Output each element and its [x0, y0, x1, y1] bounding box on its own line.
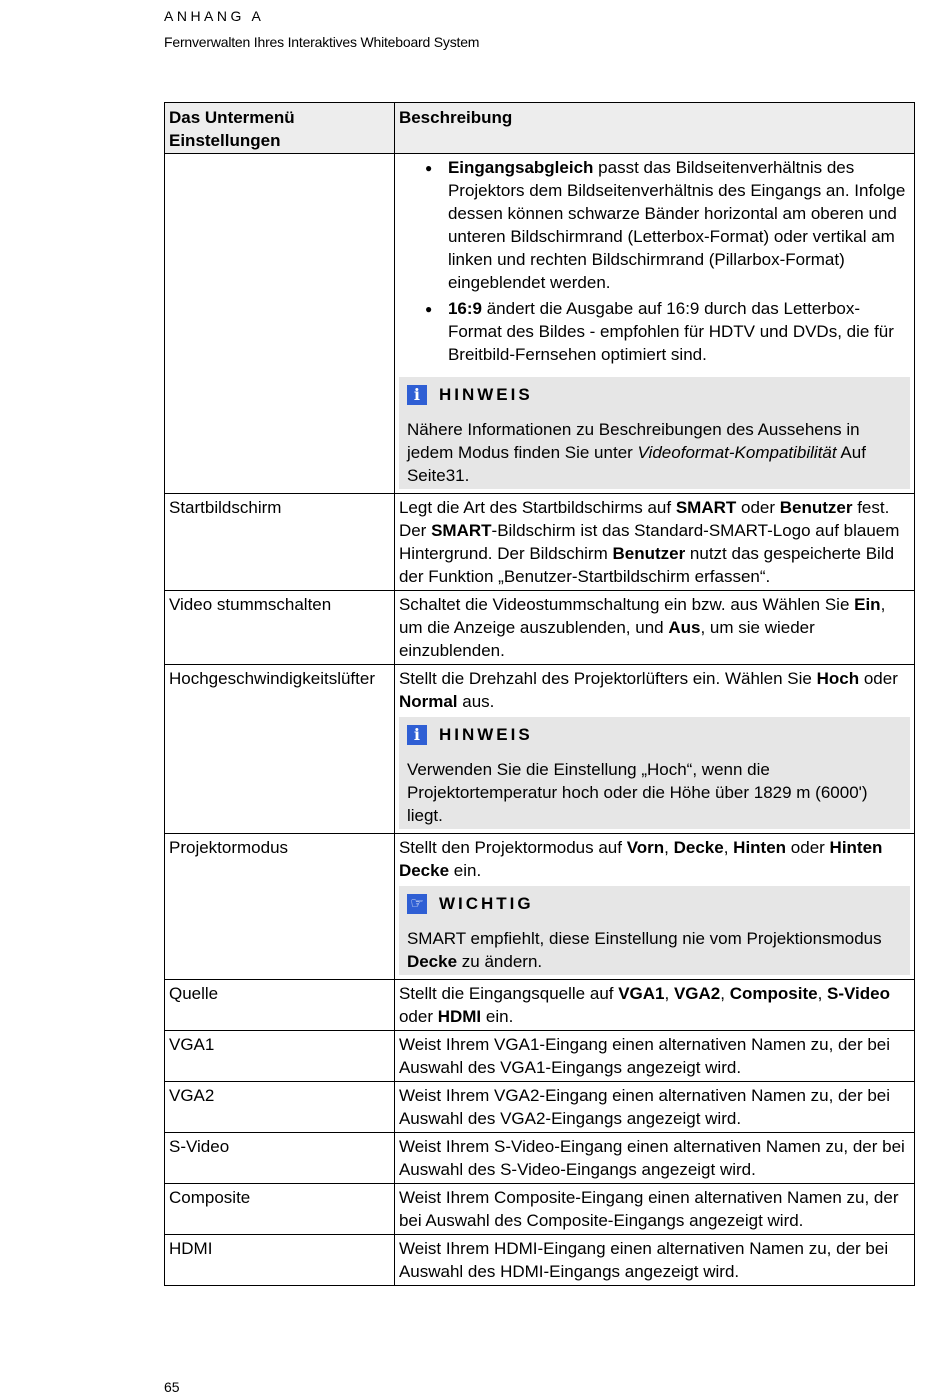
table-row [165, 834, 915, 980]
setting-description: Stellt die Drehzahl des Projektorlüfters ein. Wählen Sie Hoch oder Normal aus. i HINWEIS Verwenden Sie die Einstellung „Hoch“, wenn die Projektortemperatur hoch oder die Höhe über 1829 m (6000') liegt. [394, 665, 914, 834]
setting-name: S-Video [165, 1133, 395, 1184]
table-row [165, 980, 915, 1031]
table-row [165, 1082, 915, 1133]
table-row [165, 1133, 915, 1184]
setting-description: Weist Ihrem VGA2-Eingang einen alternativen Namen zu, der bei Auswahl des VGA2-Eingangs angezeigt wird. [394, 1082, 914, 1133]
table-header-row [165, 103, 915, 154]
settings-table [164, 102, 915, 1286]
setting-description: Stellt den Projektormodus auf Vorn, Decke, Hinten oder Hinten Decke ein. ☞ WICHTIG SMART empfiehlt, diese Einstellung nie vom Projektionsmodus Decke zu ändern. [394, 834, 914, 980]
table-row [165, 665, 915, 834]
setting-description: Schaltet die Videostummschaltung ein bzw. aus Wählen Sie Ein, um die Anzeige auszublenden, und Aus, um sie wieder einzublenden. [394, 591, 914, 665]
setting-description [394, 154, 914, 494]
table-row [165, 1031, 915, 1082]
chapter-subtitle: Fernverwalten Ihres Interaktives Whiteboard System [164, 34, 480, 50]
column-header-submenu: Das Untermenü Einstellungen [165, 103, 395, 154]
note-label: HINWEIS [438, 725, 533, 744]
setting-description: Weist Ihrem Composite-Eingang einen alternativen Namen zu, der bei Auswahl des Composite-Eingangs angezeigt wird. [394, 1184, 914, 1235]
setting-description: Weist Ihrem VGA1-Eingang einen alternativen Namen zu, der bei Auswahl des VGA1-Eingangs angezeigt wird. [394, 1031, 914, 1082]
note-box [399, 377, 910, 489]
setting-name [165, 154, 395, 494]
table-row [165, 1184, 915, 1235]
table-row [165, 494, 915, 591]
important-text: SMART empfiehlt, diese Einstellung nie vom Projektionsmodus Decke zu ändern. [406, 929, 882, 971]
setting-name: VGA2 [165, 1082, 395, 1133]
setting-name: HDMI [165, 1235, 395, 1286]
note-text: Verwenden Sie die Einstellung „Hoch“, wenn die Projektortemperatur hoch oder die Höhe über 1829 m (6000') liegt. [406, 760, 868, 825]
important-label: WICHTIG [438, 894, 534, 913]
table-row [165, 154, 915, 494]
info-icon: i [407, 725, 427, 745]
list-item: ● Eingangsabgleich passt das Bildseitenverhältnis des Projektors dem Bildseitenverhältnis des Eingangs an. Infolge dessen können schwarze Bänder horizontal am oberen und unteren Bildschirmrand (Letterbox-Format) oder vertikal am linken und rechten Bildschirmrand (Pillarbox-Format) eingeblendet werden. [399, 156, 910, 294]
setting-name: Quelle [165, 980, 395, 1031]
info-icon: i [407, 385, 427, 405]
setting-name: Video stummschalten [165, 591, 395, 665]
setting-name: Composite [165, 1184, 395, 1235]
setting-description: Stellt die Eingangsquelle auf VGA1, VGA2, Composite, S-Video oder HDMI ein. [394, 980, 914, 1031]
setting-name: Startbildschirm [165, 494, 395, 591]
note-box [399, 717, 910, 829]
list-item: ● 16:9 ändert die Ausgabe auf 16:9 durch das Letterbox-Format des Bildes - empfohlen für HDTV und DVDs, die für Breitbild-Fernsehen optimiert sind. [399, 297, 910, 366]
note-label: HINWEIS [438, 385, 533, 404]
setting-description: Legt die Art des Startbildschirms auf SMART oder Benutzer fest. Der SMART-Bildschirm ist das Standard-SMART-Logo auf blauem Hintergrund. Der Bildschirm Benutzer nutzt das gespeicherte Bild der Funktion „Benutzer-Startbildschirm erfassen“. [394, 494, 914, 591]
setting-name: Hochgeschwindigkeitslüfter [165, 665, 395, 834]
note-text: Nähere Informationen zu Beschreibungen des Aussehens in jedem Modus finden Sie unter Videoformat-Kompatibilität Auf Seite31. [406, 420, 866, 485]
chapter-title: ANHANG A [164, 8, 265, 24]
setting-description: Weist Ihrem S-Video-Eingang einen alternativen Namen zu, der bei Auswahl des S-Video-Eingangs angezeigt wird. [394, 1133, 914, 1184]
pointing-hand-icon: ☞ [407, 894, 427, 914]
setting-description: Weist Ihrem HDMI-Eingang einen alternativen Namen zu, der bei Auswahl des HDMI-Eingangs angezeigt wird. [394, 1235, 914, 1286]
cross-reference-link[interactable]: Videoformat-Kompatibilität [637, 443, 837, 462]
setting-name: Projektormodus [165, 834, 395, 980]
option-list [399, 156, 910, 373]
setting-name: VGA1 [165, 1031, 395, 1082]
important-box [399, 886, 910, 975]
table-row [165, 1235, 915, 1286]
page-number: 65 [164, 1379, 180, 1395]
table-row [165, 591, 915, 665]
column-header-description: Beschreibung [394, 103, 914, 154]
